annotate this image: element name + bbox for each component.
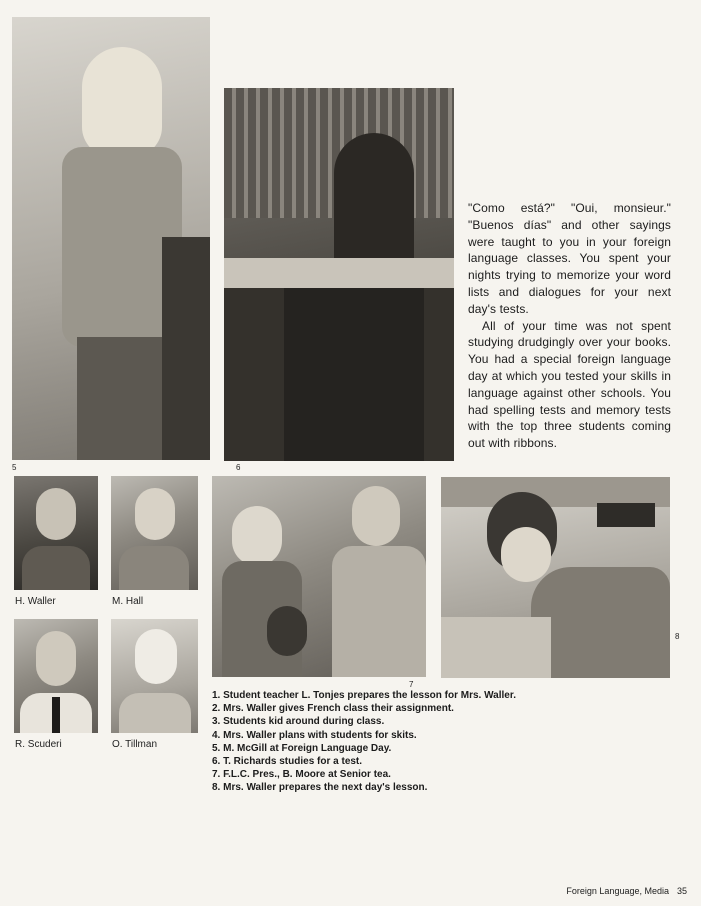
photo-number-8: 8 xyxy=(675,632,680,641)
photo-number-5: 5 xyxy=(12,463,17,472)
article-body xyxy=(468,200,671,452)
photo-number-7: 7 xyxy=(409,680,414,689)
photo-5-student-outdoors xyxy=(12,17,210,460)
photo-caption-list xyxy=(212,689,516,795)
article-paragraph-1: "Como está?" "Oui, monsieur." "Buenos días" and other sayings were taught to you in your foreign language classes. You spent your nights trying to memorize your word lists and dialogues for your next day's tests. xyxy=(468,201,671,316)
portrait-r-scuderi xyxy=(14,619,98,733)
page-footer xyxy=(566,886,687,896)
footer-section-name: Foreign Language, Media xyxy=(566,886,669,896)
caption-item: 3. Students kid around during class. xyxy=(212,716,385,728)
article-paragraph-2: All of your time was not spent studying drudgingly over your books. You had a special foreign language day at which you tested your skills in language against other schools. You had spelling tests and memory tests with the top three students coming out with ribbons. xyxy=(468,318,671,451)
caption-item: 4. Mrs. Waller plans with students for skits. xyxy=(212,729,417,741)
portrait-label-m-hall: M. Hall xyxy=(112,596,144,607)
portrait-label-r-scuderi: R. Scuderi xyxy=(15,739,62,750)
caption-item: 5. M. McGill at Foreign Language Day. xyxy=(212,742,392,754)
portrait-m-hall xyxy=(111,476,198,590)
portrait-o-tillman xyxy=(111,619,198,733)
page-number: 35 xyxy=(676,886,687,896)
photo-6-student-studying xyxy=(224,88,454,461)
caption-item: 6. T. Richards studies for a test. xyxy=(212,756,363,768)
photo-8-teacher-preparing xyxy=(441,477,670,678)
portrait-label-o-tillman: O. Tillman xyxy=(112,739,158,750)
caption-item: 7. F.L.C. Pres., B. Moore at Senior tea. xyxy=(212,769,391,781)
caption-item: 2. Mrs. Waller gives French class their assignment. xyxy=(212,703,454,715)
portrait-h-waller xyxy=(14,476,98,590)
portrait-label-h-waller: H. Waller xyxy=(15,596,56,607)
photo-number-6: 6 xyxy=(236,463,241,472)
caption-item: 8. Mrs. Waller prepares the next day's lesson. xyxy=(212,782,428,794)
photo-7-senior-tea xyxy=(212,476,426,677)
caption-item: 1. Student teacher L. Tonjes prepares the lesson for Mrs. Waller. xyxy=(212,690,516,701)
